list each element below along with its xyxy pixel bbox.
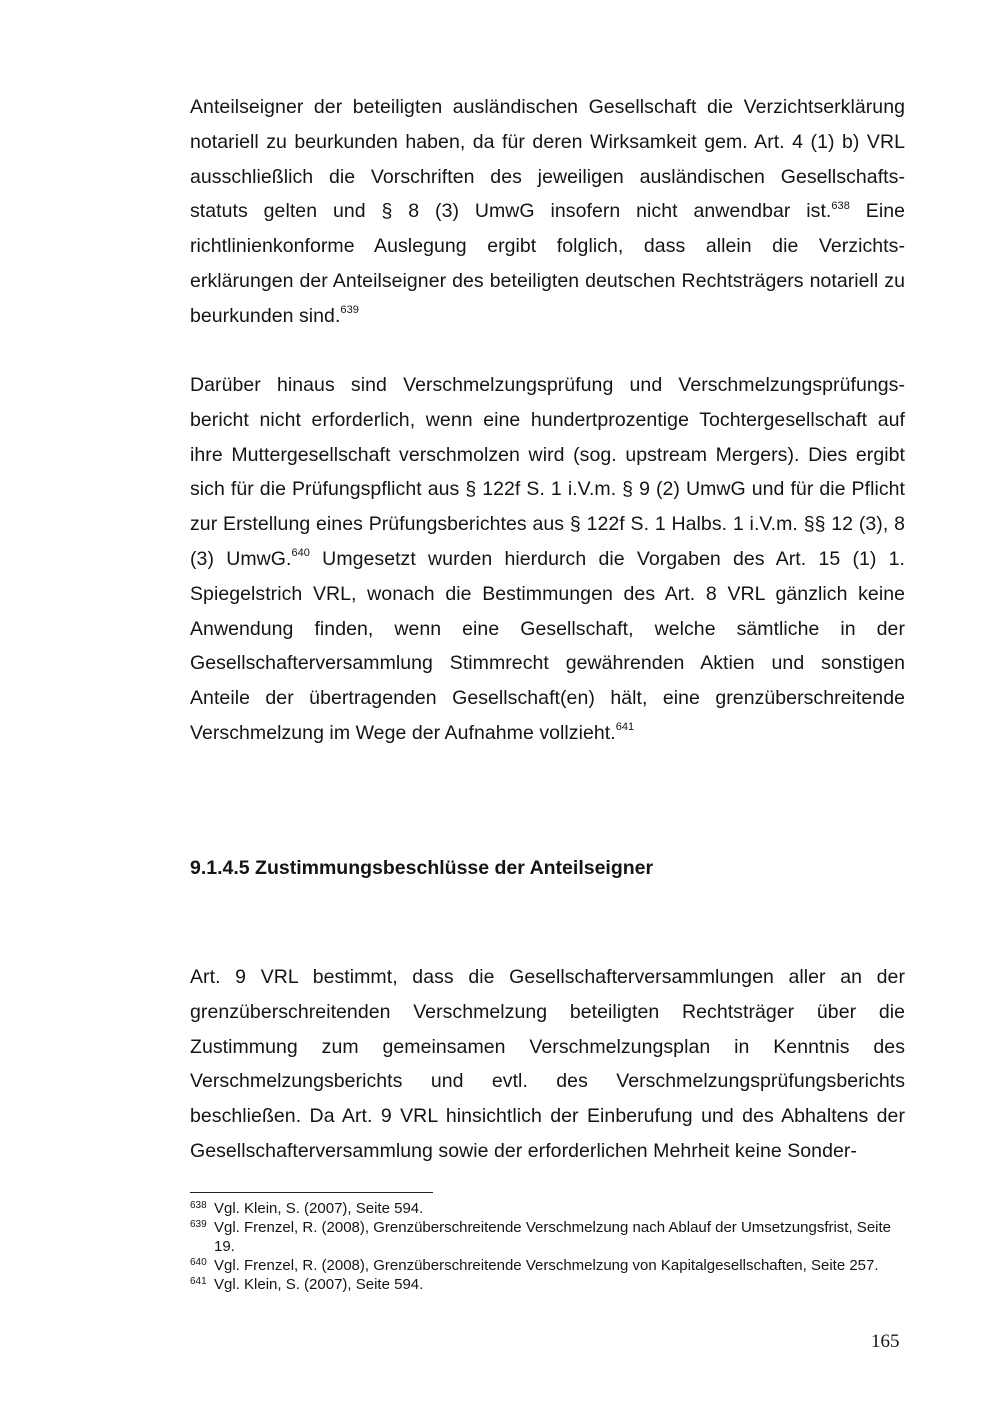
footnote-number: 638: [190, 1200, 207, 1211]
footnote-separator: [190, 1192, 433, 1193]
body-paragraph-2: [190, 368, 905, 751]
footnote-reference-641[interactable]: 641: [615, 721, 635, 734]
footnote-reference-638[interactable]: 638: [831, 199, 850, 212]
section-heading: 9.1.4.5 Zustimmungsbeschlüsse der Anteilseigner: [190, 857, 654, 879]
body-paragraph-1: [190, 90, 905, 334]
paragraph-text: Eine richtlinienkonforme Auslegung ergibt folglich, dass allein die Verzichts- erklärungen der Anteilseigner des beteiligten deutschen Rechtsträgers notariell zu beurkunden sind.: [190, 200, 906, 327]
body-paragraph-3: [190, 960, 905, 1169]
paragraph-text: Umgesetzt wurden hierdurch die Vorgaben des Art. 15 (1) 1. Spiegelstrich VRL, wonach die Bestimmungen des Art. 8 VRL gänzlich keine Anwendung finden, wenn eine Gesellschaft, welche sämtliche in der Gesellschafterversammlung Stimmrecht gewährenden Aktien und sonstigen Anteile der übertragenden Gesellschaft(en) hält, eine grenzüberschreitende Verschmelzung im Wege der Aufnahme vollzieht.: [190, 547, 905, 744]
footnote-text: Vgl. Klein, S. (2007), Seite 594.: [214, 1200, 424, 1217]
paragraph-text: Art. 9 VRL bestimmt, dass die Gesellschafterversammlungen aller an der grenzüberschreitenden Verschmelzung beteiligten Rechtsträger über die Zustimmung zum gemeinsamen Verschmelzungsplan in Kenntnis des Verschmelzungsberichts und evtl. des Verschmelzungsprüfungsberichts beschließen. Da Art. 9 VRL hinsichtlich der Einberufung und des Abhaltens der Gesellschafterversammlung sowie der erforderlichen Mehrheit keine Sonder-: [190, 966, 905, 1162]
footnote-text: Vgl. Frenzel, R. (2008), Grenzüberschreitende Verschmelzung nach Ablauf der Umsetzungsfrist, Seite 19.: [214, 1219, 891, 1255]
footnote-reference-639[interactable]: 639: [340, 304, 359, 317]
paragraph-text: Darüber hinaus sind Verschmelzungsprüfung und Verschmelzungsprüfungs- bericht nicht erforderlich, wenn eine hundertprozentige Tochtergesellschaft auf ihre Muttergesellschaft verschmolzen wird (sog. upstream Mergers). Dies ergibt sich für die Prüfungspflicht aus § 122f S. 1 i.V.m. § 9 (2) UmwG und für die Pflicht zur Erstellung eines Prüfungsberichtes aus § 122f S. 1 Halbs. 1 i.V.m. §§ 12 (3), 8 (3) UmwG.: [190, 374, 905, 570]
footnote-number: 639: [190, 1219, 207, 1230]
footnote-640: [190, 1256, 905, 1275]
footnote-638: [190, 1199, 905, 1218]
footnote-639: [190, 1218, 905, 1256]
footnotes: [190, 1199, 905, 1294]
footnote-number: 640: [190, 1257, 207, 1268]
page-number: 165: [871, 1331, 900, 1352]
paragraph-text: Anteilseigner der beteiligten ausländischen Gesellschaft die Verzichtserklärung notariell zu beurkunden haben, da für deren Wirksamkeit gem. Art. 4 (1) b) VRL ausschließlich die Vorschriften des jeweiligen ausländischen Gesellschafts- statuts gelten und § 8 (3) UmwG insofern nicht anwendbar ist.: [190, 96, 905, 223]
footnote-text: Vgl. Frenzel, R. (2008), Grenzüberschreitende Verschmelzung von Kapitalgesellschaften, Seite 257.: [214, 1257, 879, 1274]
footnote-641: [190, 1275, 905, 1294]
footnote-number: 641: [190, 1276, 207, 1287]
footnote-reference-640[interactable]: 640: [291, 547, 310, 560]
footnote-text: Vgl. Klein, S. (2007), Seite 594.: [214, 1276, 424, 1293]
